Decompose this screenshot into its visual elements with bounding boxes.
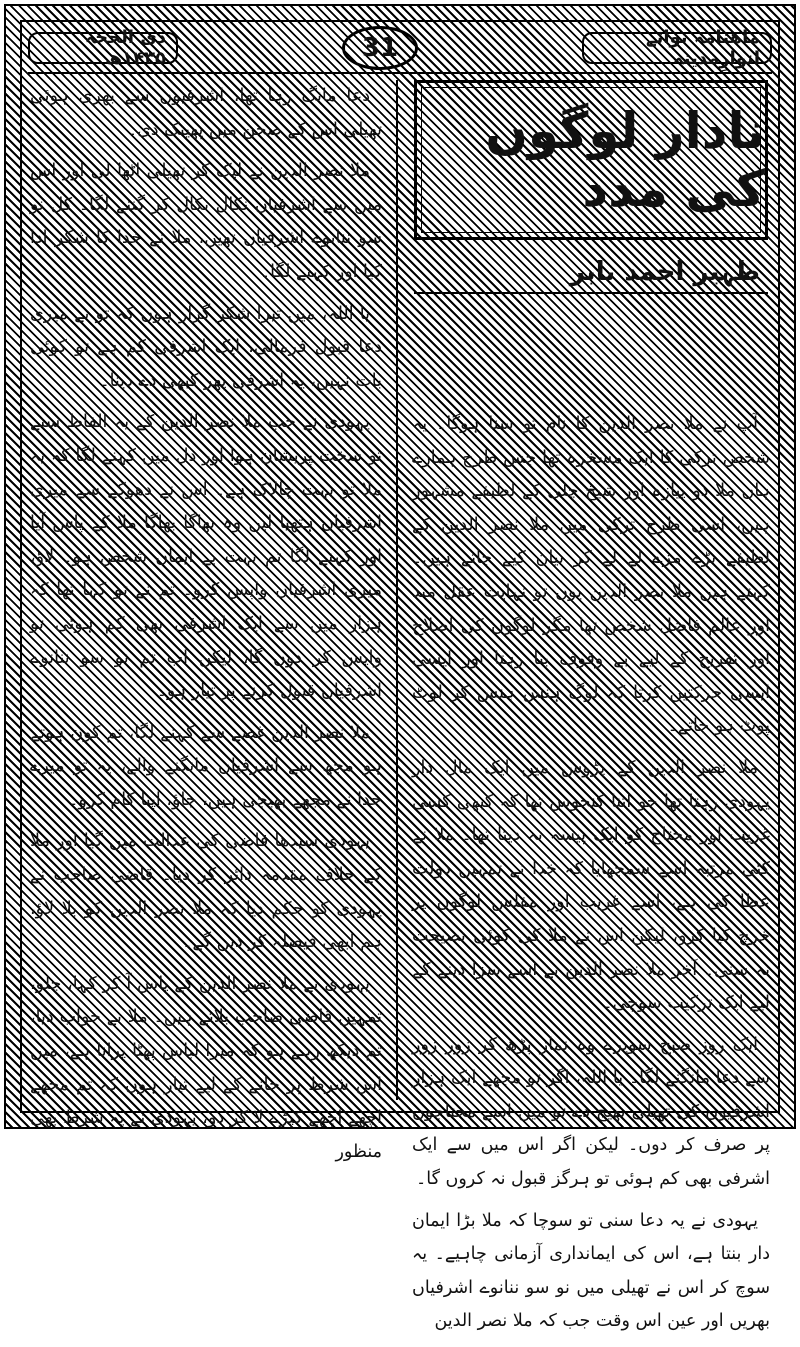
page-number: 31 — [361, 33, 399, 63]
author-name: ظہیر احمد بابر — [569, 257, 760, 287]
magazine-name: ماھنامہ نوائے انوارِمدینہ — [646, 27, 760, 69]
column-divider — [396, 80, 398, 1100]
paragraph: ملا نصر الدین نے لپک کر تھیلی اٹھا لی اور اس میں سے اشرفیاں نکال نکال کر گننے لگا۔ کل نو سو ننانوے اشرفیاں تھیں، ملا نے خدا کا شکر ادا کیا اور کہنے لگا۔ — [30, 161, 382, 282]
paragraph: یہودی نے ملا نصر الدین کے پاس آ کر کہا، چلو، تمہیں قاضی صاحب بلاتے ہیں۔ ملا نے جواب دیا، تم دیکھ رہے ہو کہ میرا لباس پھٹا پرانا ہے، میں اس شرط پر جانے کے لیے تیار ہوں کہ تم مجھے اچھے اچھے کپڑے لا کر دو، یہودی نے یہ شرط بھی منظور — [30, 973, 382, 1162]
header-rule — [28, 72, 772, 74]
magazine-name-badge — [582, 27, 772, 69]
paragraph: یہودی نے یہ دعا سنی تو سوچا کہ ملا بڑا ایمان دار بنتا ہے، اس کی ایمانداری آزمانی چاہیے۔ یہ سوچ کر اس نے تھیلی میں نو سو ننانوے اشرفیاں بھریں اور عین اس وقت جب کہ ملا نصر الدین — [412, 1210, 770, 1332]
paragraph: دعا مانگ رہا تھا، اشرفیوں سے بھری ہوئی تھیلی اس کے صحن میں پھینک دی۔ — [30, 86, 382, 140]
page-number-badge — [342, 26, 418, 70]
paragraph: ایک روز صبح سویرے وہ نماز پڑھ کر زور زور سے دعا مانگنے لگا۔ یا اللہ، اگر تو مجھے ایک ہزار اشرفیوں کی تھیلی بھیج دے تو میں اسے محتاجوں پر صرف کر دوں۔ لیکن اگر اس میں سے ایک اشرفی بھی کم ہوئی تو ہرگز قبول نہ کروں گا۔ — [412, 1034, 770, 1190]
issue-date: ذی الحجہ ۱۴۳۵ھ — [84, 27, 166, 69]
paragraph: یہودی نے جب ملا نصر الدین کے یہ الفاظ سنے تو سخت پریشان ہوا اور دل میں کہنے لگا کہ یہ ملا تو بہت چالاک ہے۔ اس نے دھوکے سے میری اشرفیاں ہتھیا لیں وہ بھاگا بھاگا ملا کے پاس آیا اور کہنے لگا تم بہت بے ایمان شخص ہو۔ لاؤ، میری اشرفیاں واپس کرو۔ تم نے تو کہا تھا کہ ہزار میں سے ایک اشرفی بھی کم ہوئی تو واپس کر دوں گا، لیکن اب تم نو سو ننانوے اشرفیاں قبول کرنے پر تیار ہو۔ — [30, 412, 382, 702]
page — [28, 27, 772, 1332]
article-title: نادار لوگوں کی مدد — [485, 102, 765, 218]
page-header — [28, 28, 772, 68]
right-column — [412, 408, 770, 1347]
paragraph: یا اللہ، میں تیرا شکر گزار ہوں کہ تو نے میری دعا قبول فرمالی، ایک اشرفی کم ہے تو کوئی بات نہیں، یہ اشرفی پھر کبھی دے دینا۔ — [30, 303, 382, 391]
left-column — [30, 80, 382, 1177]
author-rule — [414, 292, 768, 294]
issue-date-badge — [28, 27, 178, 69]
paragraph: یہودی سیدھا قاضی کی عدالت میں گیا اور ملا کے خلاف مقدمہ دائر کر دیا۔ قاضی صاحب نے یہودی کو حکم دیا کہ ملا نصر الدین کو بلا لاؤ، ہم ابھی فیصلہ کر دیں گے۔ — [30, 831, 382, 953]
paragraph: ملا نصر الدین کے پڑوس میں ایک مال دار یہودی رہتا تھا جو اتنا کنجوس تھا کہ کبھی کسی غریب اور محتاج کو ایک پیسہ نہ دیتا تھا۔ ملا نے کئی مرتبہ اسے سمجھایا کہ خدا نے تمہیں دولت عطا کی ہے، اسے غریب اور مفلس لوگوں پر خرچ کیا کرو، لیکن اس نے ملا کی کوئی نصیحت نہ سنی۔ آخر ملا نصر الدین نے اسے سزا دینے کے لیے ایک ترکیب سوچی۔ — [412, 757, 770, 1014]
title-box — [414, 80, 768, 240]
paragraph: آپ نے ملا نصر الدین کا نام تو سنا ہوگا۔ یہ شخص ترکی کا ایک مسخرہ تھا جس طرح ہمارے ہاں ملا دو پیازہ اور شیخ چلی کے لطیفے مشہور ہیں، اسی طرح ترکی میں ملا نصر الدین کے لطیفے بڑے مزے لے لے کر بیان کیے جاتے ہیں۔ کہتے ہیں ملا نصر الدین یوں تو نہایت عقل مند اور عالم فاضل شخص تھا مگر لوگوں کی اصلاح اور تفریح کے لیے بے وقوف بنا رہتا اور ایسی ایسی حرکتیں کرتا کہ لوگ ہنس ہنس کر لوٹ پوٹ ہو جاتے۔ — [412, 414, 770, 737]
author-line — [414, 250, 768, 294]
paragraph: ملا نصر الدین غصے سے کہنے لگا، تم کون ہوتے ہو مجھ سے اشرفیاں مانگنے والے، یہ تو میرے خدا نے مجھے بھیجی ہیں، جاؤ، اپنا کام کرو۔ — [30, 722, 382, 810]
